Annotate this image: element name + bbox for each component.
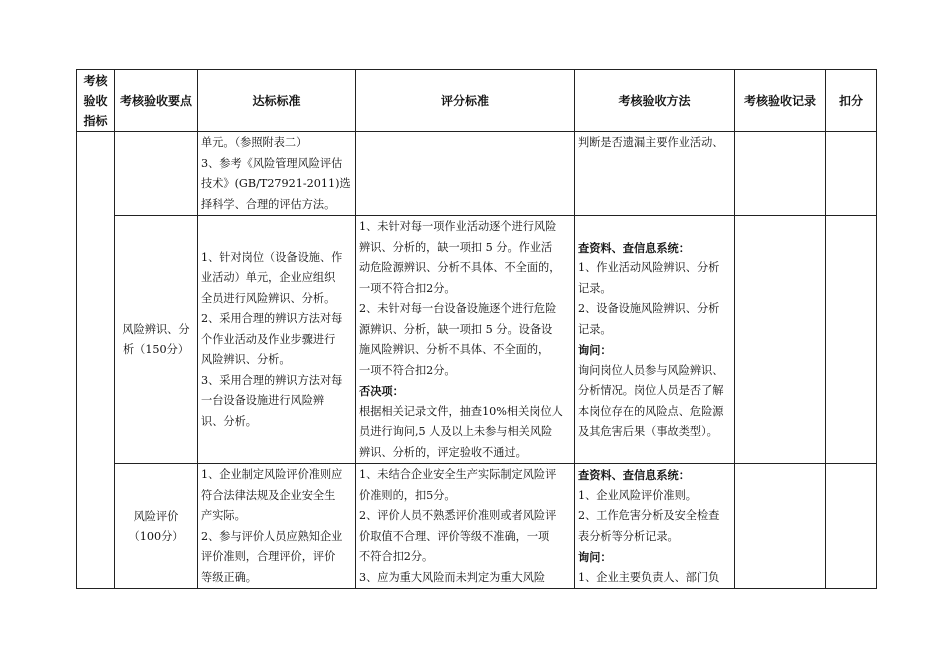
header-indicator-line: 验收 [83,93,108,108]
scoring-cell [356,464,575,589]
assessment-table [76,69,877,589]
record-cell [735,216,826,464]
standard-line: 产实际。 [201,509,246,522]
method-line: 本岗位存在的风险点、危险源 [578,404,724,418]
method-line: 及其危害后果（事故类型）。 [578,425,718,438]
scoring-line: 1、未结合企业安全生产实际制定风险评 [359,468,557,481]
method-line: 1、企业风险评价准则。 [578,488,697,502]
scoring-line: 价准则的，扣5分。 [359,488,456,502]
standard-line: 技术》(GB/T27921-2011)选 [201,177,351,190]
standard-line: 等级正确。 [201,570,257,584]
deduction-cell [826,216,877,464]
scoring-line: 1、未针对每一项作业活动逐个进行风险 [359,220,557,233]
method-line: 2、工作危害分析及安全检查 [578,509,720,522]
method-line: 表分析等分析记录。 [578,529,679,543]
scoring-line: 动危险源辨识、分析不具体、不全面的， [359,261,561,274]
standard-line: 符合法律法规及企业安全生 [201,488,336,502]
record-cell [735,132,826,216]
method-cell [575,216,735,464]
record-cell [735,464,826,589]
scoring-line: 一项不符合扣2分。 [359,281,456,295]
standard-line: 评价准则，合理评价，评价 [201,550,336,563]
key-point-line: 析（150分） [122,343,190,356]
method-line: 判断是否遗漏主要作业活动、 [578,136,724,149]
key-point-cell [115,132,198,216]
method-group-title: 询问： [578,343,612,357]
scoring-line: 一项不符合扣2分。 [359,363,456,377]
method-group-title: 询问： [578,550,612,564]
header-method: 考核验收方法 [575,70,735,132]
veto-heading: 否决项： [359,384,404,398]
scoring-line: 2、评价人员不熟悉评价准则或者风险评 [359,509,557,522]
key-point-cell [115,216,198,464]
key-point-cell [115,464,198,589]
standard-line: 1、针对岗位（设备设施、作 [201,250,343,264]
scoring-line: 源辨识、分析，缺一项扣 5 分。设备设 [359,322,553,336]
indicator-cell [77,132,115,589]
header-indicator-line: 指标 [83,113,108,128]
method-cell [575,132,735,216]
method-cell [575,464,735,589]
standard-line: 单元。（参照附表二） [201,136,308,149]
scoring-line: 价取值不合理、评价等级不准确，一项 [359,529,550,543]
standard-cell [198,132,356,216]
header-standard: 达标标准 [198,70,356,132]
standard-line: 3、参考《风险管理风险评估 [201,156,343,170]
standard-cell [198,464,356,589]
method-line: 记录。 [578,322,612,336]
standard-line: 个作业活动及作业步骤进行 [201,332,336,346]
key-point-line: 风险辨识、分 [122,323,190,336]
scoring-cell [356,132,575,216]
standard-line: 业活动）单元，企业应组织 [201,271,336,285]
standard-line: 3、采用合理的辨识方法对每 [201,373,343,387]
method-line: 1、作业活动风险辨识、分析 [578,261,720,274]
standard-line: 2、采用合理的辨识方法对每 [201,312,343,326]
method-line: 1、企业主要负责人、部门负 [578,570,720,584]
scoring-line: 员进行询问,5 人及以上未参与相关风险 [359,425,553,438]
standard-line: 1、企业制定风险评价准则应 [201,468,343,481]
method-line: 2、设备设施风险辨识、分析 [578,302,720,315]
standard-line: 择科学、合理的评估方法。 [201,197,336,211]
header-key-points: 考核验收要点 [115,70,198,132]
method-line: 记录。 [578,281,612,295]
table-row [77,464,877,589]
method-line: 分析情况。岗位人员是否了解 [578,384,724,397]
method-group-title: 查资料、查信息系统： [578,240,690,255]
scoring-line: 辨识、分析的，缺一项扣 5 分。作业活 [359,240,553,254]
key-point-line: （100分） [128,529,184,543]
header-indicator [77,70,115,132]
standard-line: 2、参与评价人员应熟知企业 [201,529,343,543]
scoring-line: 2、未针对每一台设备设施逐个进行危险 [359,302,557,315]
key-point-line: 风险评价 [133,509,179,523]
header-row [77,70,877,132]
deduction-cell [826,132,877,216]
standard-line: 风险辨识、分析。 [201,353,291,367]
scoring-line: 根据相关记录文件，抽查10%相关岗位人 [359,404,563,418]
scoring-line: 施风险辨识、分析不具体、不全面的， [359,343,550,356]
scoring-line: 辨识、分析的，评定验收不通过。 [359,445,527,459]
header-record: 考核验收记录 [735,70,826,132]
standard-line: 全员进行风险辨识、分析。 [201,291,336,305]
header-scoring: 评分标准 [356,70,575,132]
scoring-line: 3、应为重大风险而未判定为重大风险 [359,570,546,584]
deduction-cell [826,464,877,589]
table-row [77,216,877,464]
standard-line: 一台设备设施进行风险辨 [201,394,325,408]
table-row [77,132,877,216]
header-deduction: 扣分 [826,70,877,132]
standard-cell [198,216,356,464]
method-line: 询问岗位人员参与风险辨识、 [578,363,724,377]
scoring-cell [356,216,575,464]
standard-line: 识、分析。 [201,414,257,428]
scoring-line: 不符合扣2分。 [359,550,434,563]
method-group-title: 查资料、查信息系统： [578,468,690,482]
header-indicator-line: 考核 [83,73,108,88]
